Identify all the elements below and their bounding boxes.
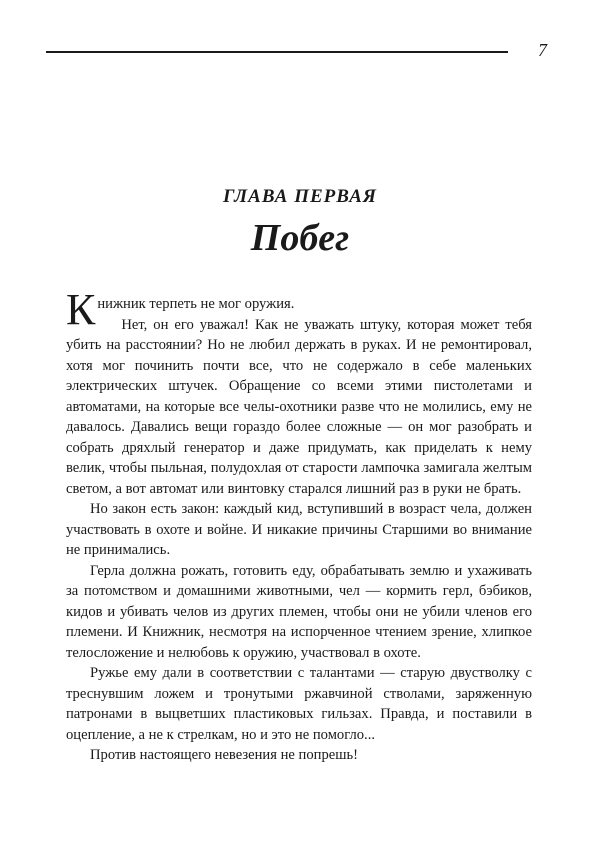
paragraph-text: нижник терпеть не мог оружия. [97,296,295,312]
paragraph [66,285,532,334]
paragraph: Ружье ему дали в соответствии с талантами — старую двустволку с треснувшим ложем и тронутыми ржавчиной стволами, заряженную патронами в выцветших пластиковых гильзах. Правда, и поставили в оцепление, а не к стрелкам, но и это не помогло... [66,665,532,743]
paragraph: Но закон есть закон: каждый кид, вступивший в возраст чела, должен участвовать в охоте и войне. И никакие причины Старшими во внимание не принимались. [66,501,532,558]
header-rule [46,51,508,53]
paragraph: Нет, он его уважал! Как не уважать штуку, которая может тебя убить на расстоянии? Но не любил держать в руках. И не ремонтировал, хотя мог починить почти все, что не содержало в себе маленьких электрических штучек. Обращение со всеми этими пистолетами и автоматами, на которые все челы-охотники разве что не молились, ему не давалось. Давались вещи гораздо более сложные — он мог разобрать и собрать дряхлый генератор и даже придумать, как приделать к нему велик, чтобы пыльная, полудохлая от старости лампочка замигала желтым светом, а вот автомат или винтовку старался лишний раз в руки не брать. [66,316,532,497]
paragraph: Герла должна рожать, готовить еду, обрабатывать землю и ухаживать за потомством и домашними животными, чел — кормить герл, бэбиков, кидов и убивать челов из других племен, чтобы они не убили членов его племени. И Книжник, несмотря на испорченное чтением зрение, хлипкое телосложение и нелюбовь к оружию, участвовал в охоте. [66,562,532,661]
page-number: 7 [538,40,547,60]
chapter-title: Побег [250,217,350,259]
chapter-label: ГЛАВА ПЕРВАЯ [222,186,378,207]
body-text [66,285,532,766]
paragraph: Против настоящего невезения не попрешь! [90,747,358,763]
drop-cap: К [66,285,96,334]
